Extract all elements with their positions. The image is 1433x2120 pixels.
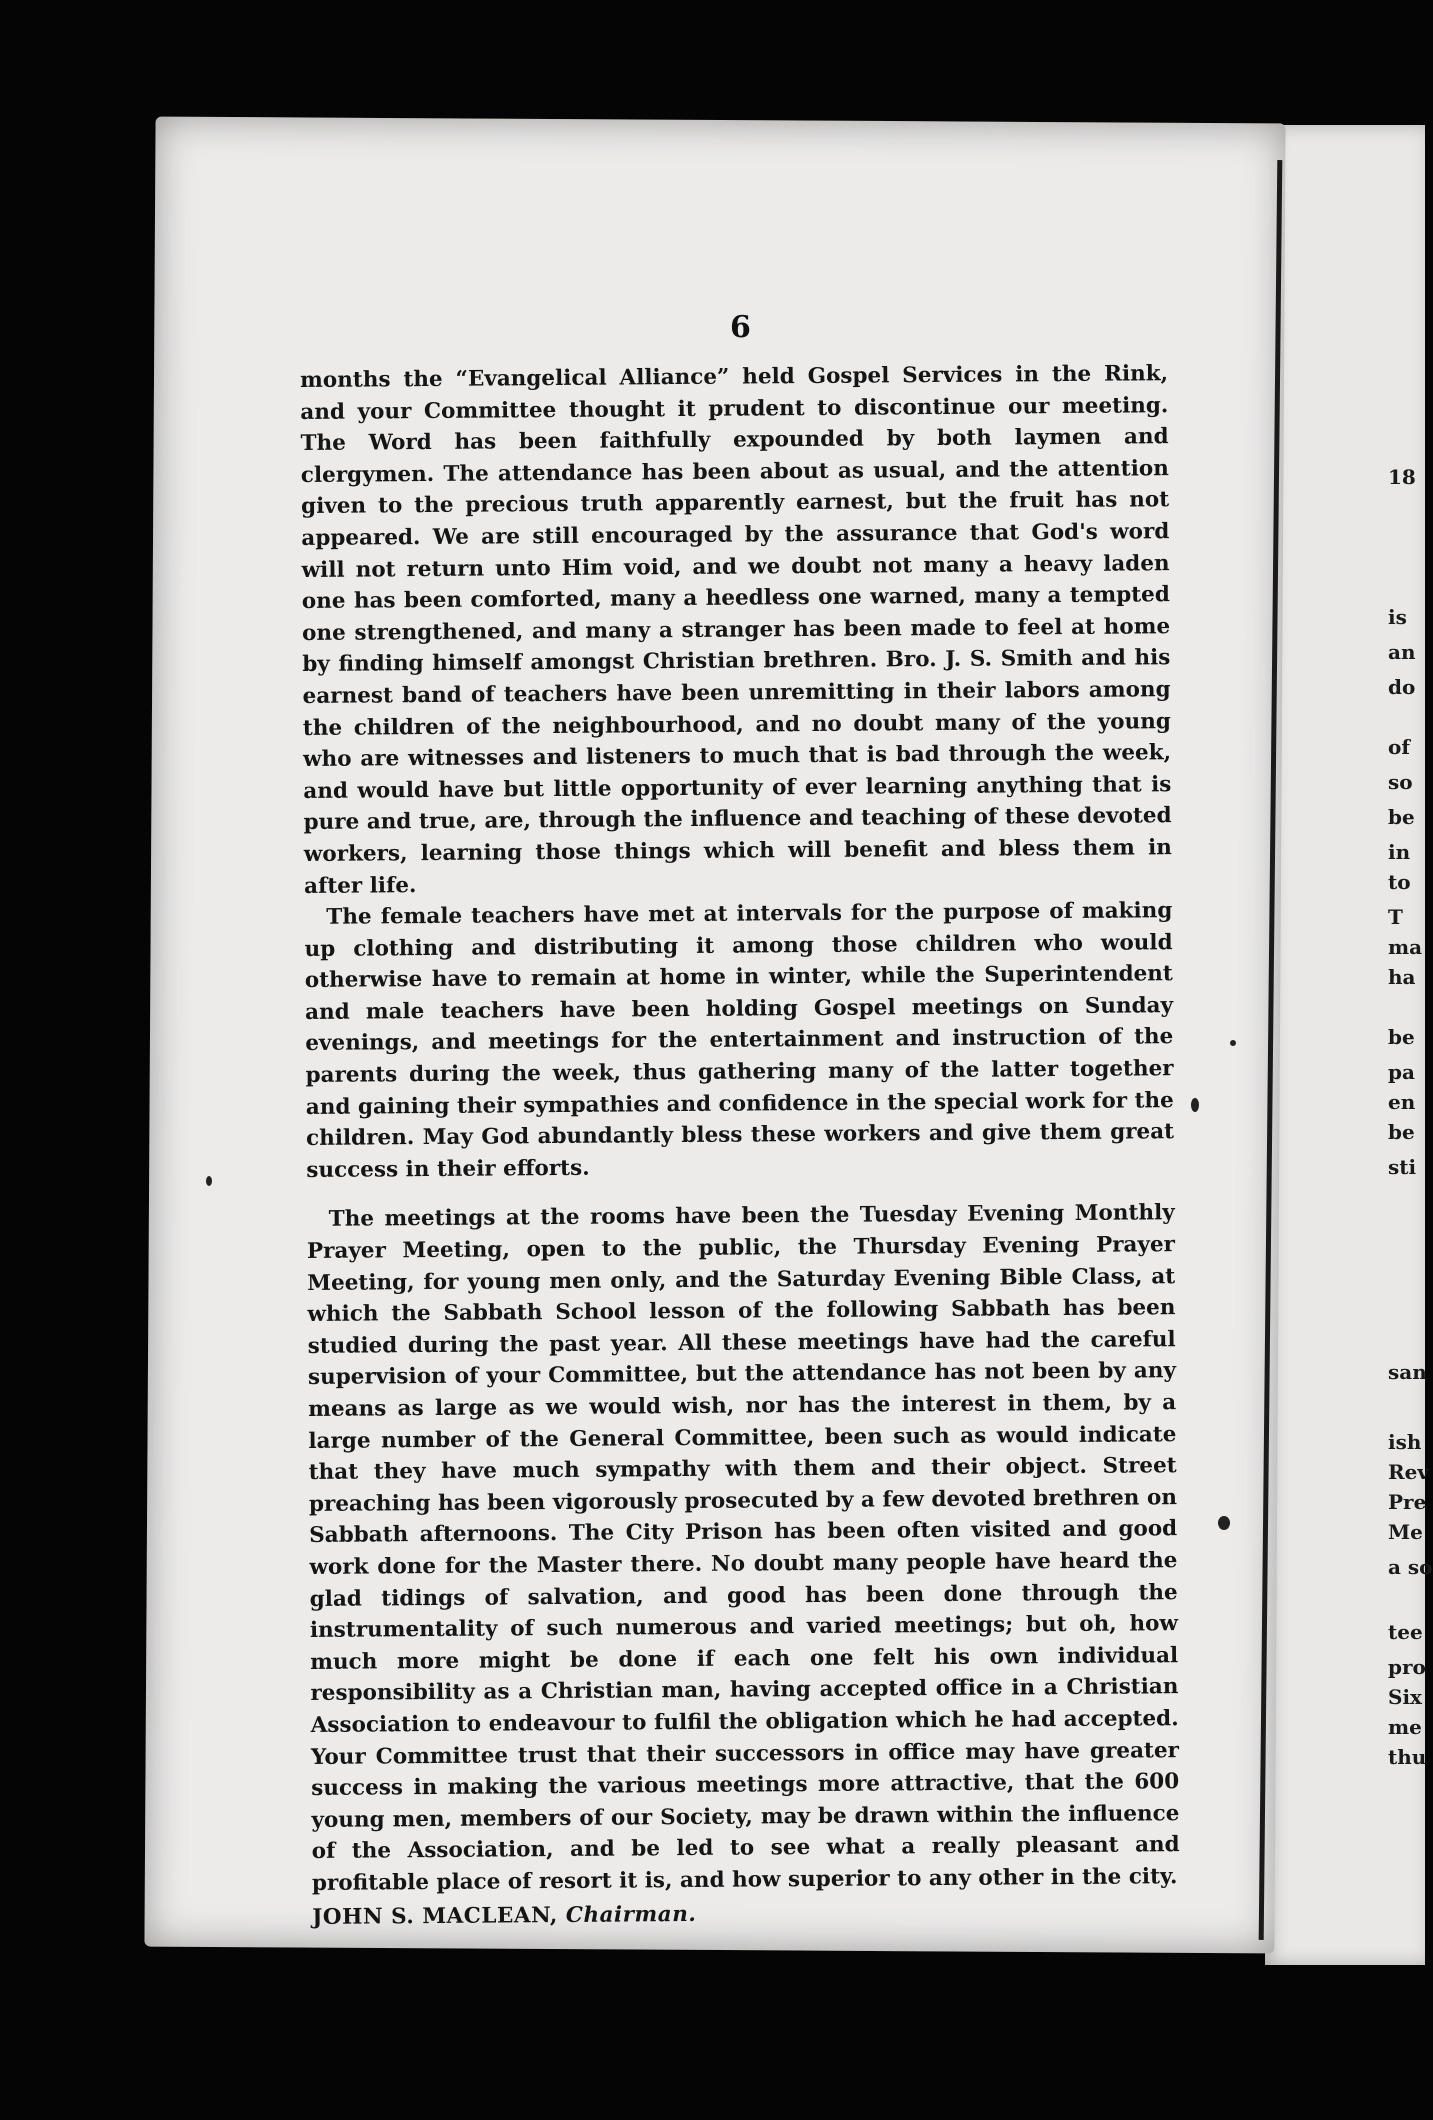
paragraph: The meetings at the rooms have been the Tuesday Evening Monthly Prayer Meeting, open to the public, the Thursday Evening Prayer Meeting, for young men only, and the Saturday Evening Bible Class, at which the Sabbath School lesson of the following Sabbath has been studied during the past year. All these meetings have had the careful supervision of your Committee, but the attendance has not been by any means as large as we would wish, nor has the interest in them, by a large number of the General Committee, been such as would indicate that they have much sympathy with them and their object. Street preaching has been vigorously prosecuted by a few devoted brethren on Sabbath afternoons. The City Prison has been often visited and good work done for the Master there. No doubt many people have heard the glad tidings of salvation, and good has been done through the instrumentality of such numerous and varied meetings; but oh, how much more might be done if each one felt his own individual responsibility as a Christian man, having accepted office in a Christian Association to endeavour to fulfil the obligation which he had accepted. Your Committee trust that their successors in office may have greater success in making the various meetings more attractive, that the 600 young men, members of our Society, may be drawn within the influence of the Association, and be led to see what a really pleasant and profitable place of resort it is, and how superior to any other in the city.	[306, 1200, 1180, 1896]
adjacent-page-fragment: thu	[1388, 1745, 1427, 1769]
adjacent-page-fragment: san	[1388, 1360, 1427, 1384]
signature-name: JOHN S. MACLEAN,	[312, 1902, 558, 1930]
speck	[1191, 1098, 1199, 1112]
adjacent-page-fragment: Pre	[1388, 1490, 1427, 1514]
body-text	[300, 358, 1180, 1933]
adjacent-page-fragment: ha	[1388, 965, 1416, 989]
adjacent-page-fragment: a so	[1388, 1555, 1433, 1579]
adjacent-page-fragment: be	[1388, 1025, 1415, 1049]
adjacent-page-fragment: Me	[1388, 1520, 1423, 1544]
adjacent-page-fragment: ish	[1388, 1430, 1422, 1454]
adjacent-page-fragment: me	[1388, 1715, 1422, 1739]
paragraph: The female teachers have met at intervals for the purpose of making up clothing and distributing it among those children who would otherwise have to remain at home in winter, while the Superintendent and male teachers have been holding Gospel meetings on Sunday evenings, and meetings for the entertainment and instruction of the parents during the week, thus gathering many of the latter together and gaining their sympathies and confidence in the special work for the children. May God abundantly bless these workers and give them great success in their efforts.	[304, 898, 1175, 1183]
adjacent-page-fragment: be	[1388, 805, 1415, 829]
adjacent-page-fragment: of	[1388, 735, 1410, 759]
adjacent-page-fragment: tee	[1388, 1620, 1423, 1644]
adjacent-page-fragment: Rev	[1388, 1460, 1429, 1484]
speck	[206, 1176, 212, 1186]
adjacent-page-fragment: pa	[1388, 1060, 1415, 1084]
adjacent-page-fragment: 18	[1388, 465, 1416, 489]
adjacent-page-fragment: in	[1388, 840, 1411, 864]
adjacent-page-fragment: to	[1388, 870, 1411, 894]
page-number: 6	[730, 310, 751, 345]
adjacent-page-fragment: pro	[1388, 1655, 1426, 1679]
adjacent-page-fragment: so	[1388, 770, 1413, 794]
adjacent-page-fragment: ma	[1388, 935, 1423, 959]
adjacent-page-fragment: is	[1388, 605, 1407, 629]
speck	[1218, 1516, 1230, 1530]
adjacent-page-fragment: do	[1388, 675, 1416, 699]
adjacent-page-fragment: en	[1388, 1090, 1416, 1114]
signature-title: Chairman.	[565, 1901, 697, 1928]
adjacent-page-fragment: Six	[1388, 1685, 1422, 1709]
adjacent-page-fragment: T	[1388, 905, 1403, 929]
adjacent-page-fragment: be	[1388, 1120, 1415, 1144]
adjacent-page-fragment: an	[1388, 640, 1416, 664]
paragraph: months the “Evangelical Alliance” held Gospel Services in the Rink, and your Committee thought it prudent to discontinue our meeting. The Word has been faithfully expounded by both laymen and clergymen. The attendance has been about as usual, and the attention given to the precious truth apparently earnest, but the fruit has not appeared. We are still encouraged by the assurance that God's word will not return unto Him void, and we doubt not many a heavy laden one has been comforted, many a heedless one warned, many a tempted one strengthened, and many a stranger has been made to feel at home by finding himself amongst Christian brethren. Bro. J. S. Smith and his earnest band of teachers have been unremitting in their labors among the children of the neighbourhood, and no doubt many of the young who are witnesses and listeners to much that is bad through the week, and would have but little opportunity of ever learning anything that is pure and true, are, through the influence and teaching of these devoted workers, learning those things which will benefit and bless them in after life.	[300, 361, 1172, 899]
speck	[1230, 1040, 1236, 1046]
adjacent-page-fragment: sti	[1388, 1155, 1417, 1179]
